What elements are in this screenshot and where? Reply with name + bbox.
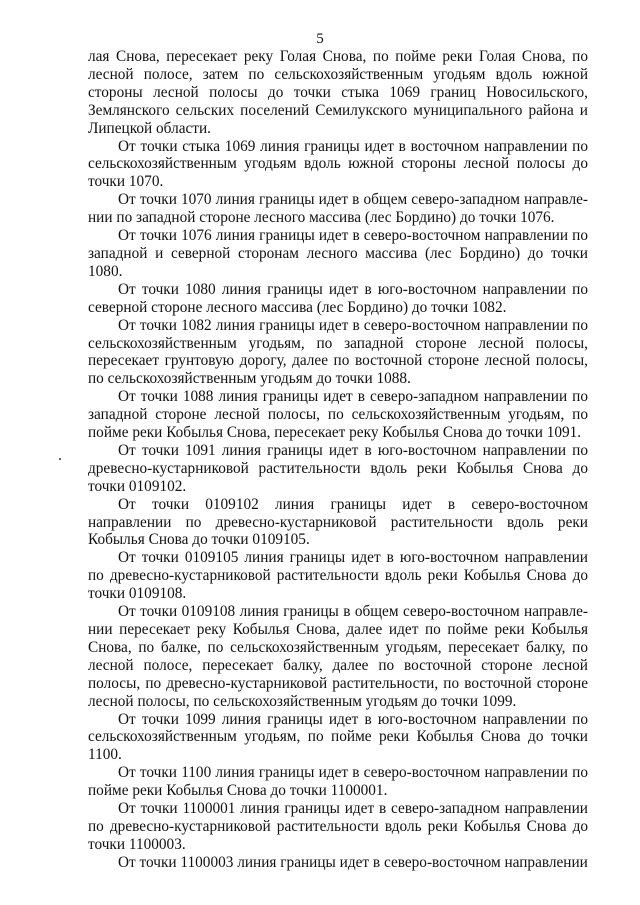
paragraph-2: От точки стыка 1069 линия границы идет в восточном направлении по сельскохозяйственным угодьям вдоль южной стороны лесной полосы до точки 1070. <box>88 137 588 191</box>
paragraph-7: От точки 1088 линия границы идет в северо-западном направлении по западной стороне лесной полосы, по сельскохозяйственным угодьям, по пойме реки Кобылья Снова, пересекает реку Кобылья Снова до точки 1091. <box>88 388 588 442</box>
paragraph-5: От точки 1080 линия границы идет в юго-восточном направлении по северной стороне лесного массива (лес Бордино) до точки 1082. <box>88 280 588 316</box>
paragraph-4: От точки 1076 линия границы идет в северо-восточном направлении по западной и северной сторонам лесного массива (лес Бордино) до точки 1080. <box>88 227 588 280</box>
paragraph-3: От точки 1070 линия границы идет в общем северо-западном направлении по западной стороне лесного массива (лес Бордино) до точки 1076. <box>88 191 588 227</box>
paragraph-1: лая Снова, пересекает реку Голая Снова, по пойме реки Голая Снова, по лесной полосе, затем по сельскохозяйственным угодьям вдоль южной стороны лесной полосы до точки стыка 1069 границ Новосильского, Землянского сельских поселений Семилукского муниципального района и Липецкой области. <box>88 48 588 137</box>
document-body <box>88 48 588 872</box>
paragraph-13: От точки 1100 линия границы идет в северо-восточном направлении по пойме реки Кобылья Снова до точки 1100001. <box>88 764 588 800</box>
paragraph-14: От точки 1100001 линия границы идет в северо-западном направлении по древесно-кустарниковой растительности вдоль реки Кобылья Снова до точки 1100003. <box>88 800 588 853</box>
stray-dot-mark <box>59 458 61 460</box>
paragraph-10: От точки 0109105 линия границы идет в юго-восточном направлении по древесно-кустарниковой растительности вдоль реки Кобылья Снова до точки 0109108. <box>88 549 588 603</box>
paragraph-15: От точки 1100003 линия границы идет в северо-восточном направлении <box>118 853 588 871</box>
paragraph-9: От точки 0109102 линия границы идет в северо-восточном направлении по древесно-кустарниковой растительности вдоль реки Кобылья Снова до точки 0109105. <box>88 495 588 549</box>
page-number: 5 <box>316 31 324 47</box>
paragraph-12: От точки 1099 линия границы идет в юго-восточном направлении по сельскохозяйственным угодьям, по пойме реки Кобылья Снова до точки 1100. <box>88 710 588 764</box>
paragraph-11: От точки 0109108 линия границы в общем северо-восточном направлении пересекает реку Кобылья Снова, далее идет по пойме реки Кобылья Снова, по балке, по сельскохозяйственным угодьям, пересекает балку, по лесной полосе, пересекает балку, далее по восточной стороне лесной полосы, по древесно-кустарниковой растительности, по восточной стороне лесной полосы, по сельскохозяйственным угодьям до точки 1099. <box>88 603 588 710</box>
paragraph-8: От точки 1091 линия границы идет в юго-восточном направлении по древесно-кустарниковой растительности вдоль реки Кобылья Снова до точки 0109102. <box>88 441 588 495</box>
paragraph-6: От точки 1082 линия границы идет в северо-восточном направлении по сельскохозяйственным угодьям, по западной стороне лесной полосы, пересекает грунтовую дорогу, далее по восточной стороне лесной полосы, по сельскохозяйственным угодьям до точки 1088. <box>88 316 588 388</box>
